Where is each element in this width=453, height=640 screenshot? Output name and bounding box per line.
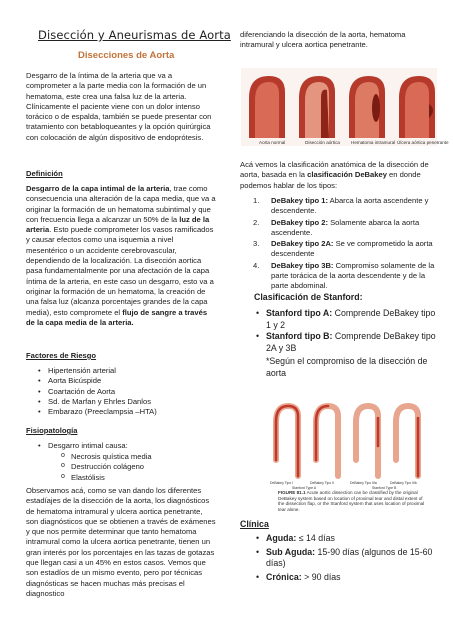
list-item: • Sd. de Marfan y Ehrles Danlos <box>36 397 216 407</box>
fig2-label: DeBakey Tipo I <box>270 481 293 485</box>
fig2-label: DeBakey Tipo II <box>310 481 334 485</box>
list-item: 1. DeBakey tipo 1: Abarca la aorta ascendente y descendente. <box>253 196 429 216</box>
fig2-label: DeBakey Tipo IIIb <box>390 481 417 485</box>
definicion-heading: Definición <box>26 169 63 178</box>
definicion-bold-1: Desgarro de la capa intimal de la arteria <box>26 184 170 193</box>
definicion-text-2: . Esto puede comprometer los vasos ramificados y causar efectos como una isquemia a nivel mesentérico o un accidente cerebrovascular, dependiendo de la localización. La disección aortica pasa fundamentalmente por una afectación de la capa íntima de la arteria, en este caso un desgarro, esto va a originar la formación de un hematoma, la creación de una falsa luz (alcanza porcentajes grandes de la capa media), esto compromete el <box>26 225 214 317</box>
fig1-caption: Úlcera aórtica penetrante <box>397 140 449 145</box>
clasificacion-text-1: Acá vemos la clasificación anatómica de la disección de aorta, basada en la <box>240 160 429 180</box>
list-item: • Coartación de Aorta <box>36 387 216 397</box>
definicion-paragraph <box>26 184 216 328</box>
fisiopatologia-list <box>36 441 216 451</box>
clinica-list <box>254 533 438 583</box>
intro-paragraph: Desgarro de la íntima de la arteria que va a comprometer a la parte media con la formación de un hematoma, este crea una falsa luz de la arteria. Clínicamente el paciente viene con un dolor intenso torácico o de espalda, también se puede presentar con tratamiento con betabloqueantes y la opción quirúrgica con colocación de algún dispositivo de endoprótesis. <box>26 71 212 142</box>
debakey-type-1-illustration <box>276 406 298 476</box>
stanford-note: *Según el compromiso de la disección de aorta <box>266 356 428 378</box>
list-item: • Embarazo (Preeclampsia –HTA) <box>36 407 216 417</box>
page-title: Disección y Aneurismas de Aorta <box>38 28 231 42</box>
list-item: 2. DeBakey tipo 2: Solamente abarca la aorta ascendente. <box>253 217 420 237</box>
fig2-caption: FIGURE 81.1 Acute aortic dissection can be classified by the original DeBakey system based on location of proximal tear and distal extent of the dissection flap, or the Stanford system that uses location of proximal tear alone. <box>278 490 425 512</box>
list-item: 3. DeBakey tipo 2A: Se ve comprometido la aorta descendente <box>253 239 433 259</box>
aorta-ulcer-illustration <box>399 76 435 138</box>
fisiopatologia-sublist <box>59 452 209 483</box>
stanford-heading: Clasificación de Stanford: <box>254 292 363 302</box>
list-item: • Sub Aguda: 15-90 días (algunos de 15-60 días) <box>254 547 438 570</box>
fig1-caption: Aorta normal <box>259 140 286 145</box>
fig1-caption: Hematoma intramural <box>351 140 396 145</box>
debakey-type-3a-illustration <box>356 406 378 476</box>
list-item: • Crónica: > 90 días <box>254 572 438 584</box>
list-item: • Stanford tipo A: Comprende DeBakey tipo 1 y 2 <box>254 308 438 331</box>
list-item: • Hipertensión arterial <box>36 366 216 376</box>
list-item: o Destrucción colágeno <box>59 462 209 472</box>
clinica-heading: Clínica <box>240 519 269 529</box>
fisiopatologia-heading: Fisiopatología <box>26 426 78 435</box>
list-item: o Elastólisis <box>59 473 209 483</box>
definicion-bold-3: flujo de sangre a través de la capa media de la arteria. <box>26 307 208 327</box>
factores-list <box>36 366 216 417</box>
factores-heading: Factores de Riesgo <box>26 351 97 360</box>
list-item: 4. DeBakey tipo 3B: Compromiso solamente de la parte torácica de la aorta descendente y de la parte abdominal. <box>253 260 435 291</box>
fig2-label: DeBakey Tipo IIIa <box>350 481 377 485</box>
list-item: • Aguda: ≤ 14 días <box>254 533 438 545</box>
clasificacion-paragraph <box>240 160 438 191</box>
clasificacion-bold: clasificación DeBakey <box>307 170 387 180</box>
aorta-dissection-illustration <box>299 76 335 138</box>
aorta-hematoma-illustration <box>349 76 385 138</box>
fig1-caption: Disección aórtica <box>305 140 340 145</box>
fig2-stanford-label: Stanford Type A <box>292 486 317 490</box>
observamos-paragraph: Observamos acá, como se van dando los diferentes estadíajes de la disección de la aorta, los diagnósticos de hematoma intramural y ulcera aortica penetrante, son diagnósticos que se obtienen a través de exámenes y que nos permite determinar que tanto hematoma intramural como la ulcera aortica penetrante, tienen un gran interés por los porcentajes en las tazas de gotazas que llegan casi a un 45% en estos casos. Vemos que son estadíos de un mismo evento, pero por técnicas diagnósticas se hacen muchas más precisas el diagnostico <box>26 486 216 598</box>
debakey-list <box>246 196 438 292</box>
fig2-stanford-label: Stanford Type B <box>372 486 397 490</box>
list-item: • Aorta Bicúspide <box>36 376 216 386</box>
aorta-normal-illustration <box>249 76 285 138</box>
debakey-type-3b-illustration <box>396 406 418 476</box>
right-intro-paragraph: diferenciando la disección de la aorta, hematoma intramural y ulcera aortica penetrante. <box>240 30 406 50</box>
definicion-bold-2: luz de la arteria <box>26 214 210 235</box>
list-item: • Stanford tipo B: Comprende DeBakey tipo 2A y 3B <box>254 331 438 354</box>
list-item: o Necrosis quística media <box>59 452 209 462</box>
aorta-types-figure <box>241 68 449 146</box>
clasificacion-text-2: en donde podemos hablar de los tipos: <box>240 170 421 190</box>
definicion-text-1: , trae como consecuencia una alteración de la capa media, que va a originar la formación de un hematoma subintimal y que con frecuencia llega a alcanzar un 50% de la <box>26 184 216 224</box>
stanford-list <box>254 308 438 354</box>
section-subtitle: Disecciones de Aorta <box>78 50 175 61</box>
list-item: • Desgarro intimal causa: <box>36 441 216 451</box>
debakey-type-2-illustration <box>316 406 338 476</box>
